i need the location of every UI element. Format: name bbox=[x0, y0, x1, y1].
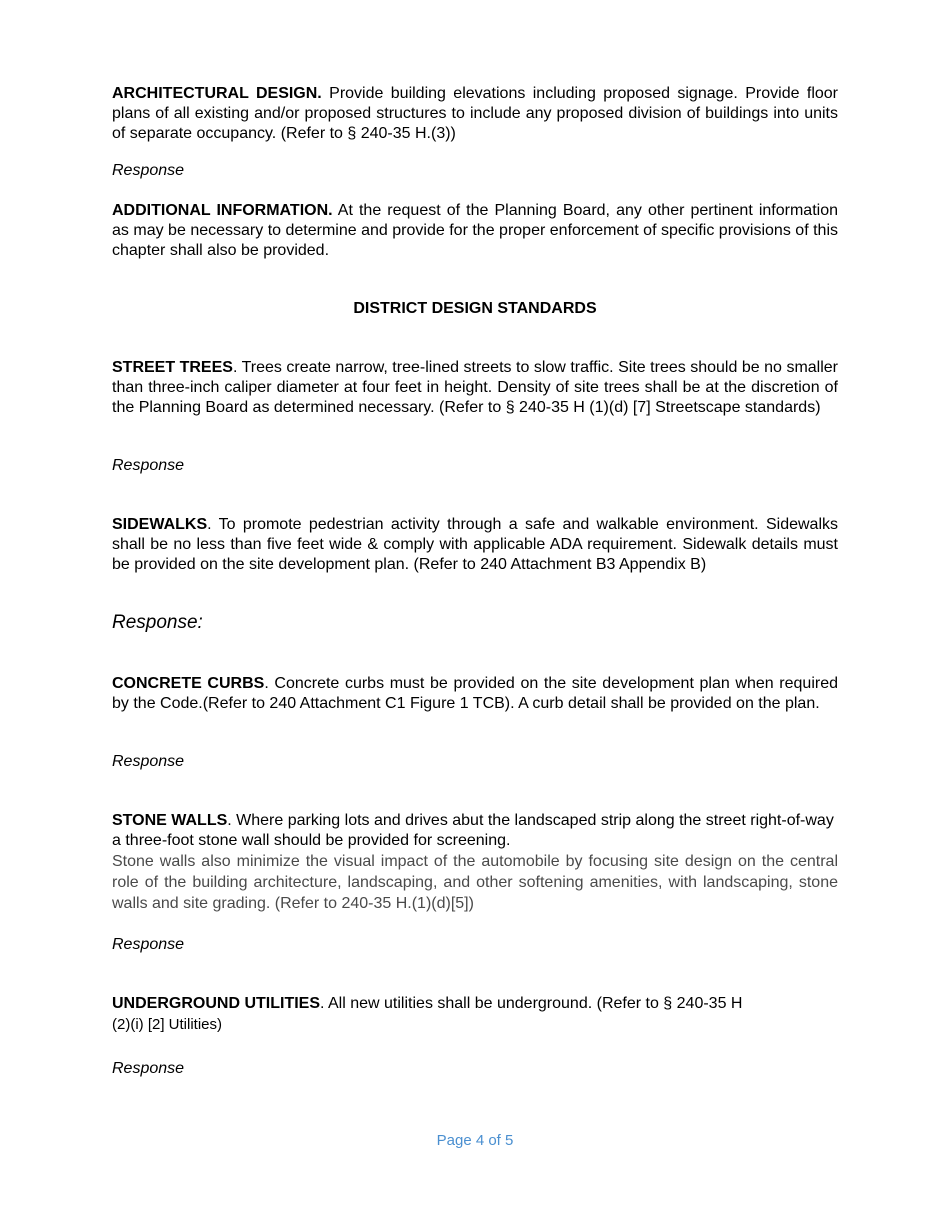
street-trees-paragraph bbox=[112, 358, 838, 418]
architectural-design-response: Response bbox=[112, 162, 185, 179]
architectural-design-body: Provide building elevations including proposed signage. Provide floor plans of all existing and/or proposed structures to include any proposed division of buildings into units of separate occupancy. (Refer to § 240-35 H.(3)) bbox=[112, 85, 838, 142]
stone-walls-title: STONE WALLS bbox=[112, 812, 228, 829]
underground-utilities-body-continued: (2)(i) [2] Utilities) bbox=[112, 1016, 223, 1033]
sidewalks-response: Response: bbox=[112, 612, 203, 633]
street-trees-response: Response bbox=[112, 457, 185, 474]
street-trees-body: . Trees create narrow, tree-lined streets to slow traffic. Site trees should be no smaller than three-inch caliper diameter at four feet in height. Density of site trees shall be at the discretion of the Planning Board as determined necessary. (Refer to § 240-35 H (1)(d) [7] Streetscape standards) bbox=[112, 359, 839, 416]
concrete-curbs-paragraph bbox=[112, 674, 838, 714]
underground-utilities-body: . All new utilities shall be underground. (Refer to § 240-35 H bbox=[320, 995, 743, 1012]
additional-information-title: ADDITIONAL INFORMATION. bbox=[112, 202, 333, 219]
architectural-design-paragraph bbox=[112, 84, 838, 144]
concrete-curbs-title: CONCRETE CURBS bbox=[112, 675, 265, 692]
concrete-curbs-response: Response bbox=[112, 753, 185, 770]
underground-utilities-title: UNDERGROUND UTILITIES bbox=[112, 995, 320, 1012]
district-design-standards-heading: DISTRICT DESIGN STANDARDS bbox=[353, 300, 597, 317]
underground-utilities-paragraph bbox=[112, 994, 838, 1014]
architectural-design-title: ARCHITECTURAL DESIGN. bbox=[112, 85, 322, 102]
additional-information-body: At the request of the Planning Board, any other pertinent information as may be necessary to determine and provide for the proper enforcement of specific provisions of this chapter shall also be provided. bbox=[112, 202, 839, 259]
concrete-curbs-body: . Concrete curbs must be provided on the site development plan when required by the Code.(Refer to 240 Attachment C1 Figure 1 TCB). A curb detail shall be provided on the plan. bbox=[112, 675, 838, 712]
stone-walls-body: . Where parking lots and drives abut the landscaped strip along the street right-of-way a three-foot stone wall should be provided for screening. bbox=[112, 812, 834, 849]
stone-walls-response: Response bbox=[112, 936, 185, 953]
sidewalks-body: . To promote pedestrian activity through a safe and walkable environment. Sidewalks shall be no less than five feet wide & comply with applicable ADA requirement. Sidewalk details must be provided on the site development plan. (Refer to 240 Attachment B3 Appendix B) bbox=[112, 516, 838, 573]
sidewalks-title: SIDEWALKS bbox=[112, 516, 208, 533]
page-number-footer: Page 4 of 5 bbox=[436, 1132, 514, 1149]
sidewalks-paragraph bbox=[112, 515, 838, 575]
stone-walls-paragraph bbox=[112, 811, 838, 914]
additional-information-paragraph bbox=[112, 201, 838, 261]
street-trees-title: STREET TREES bbox=[112, 359, 233, 376]
stone-walls-body-continued: Stone walls also minimize the visual impact of the automobile by focusing site design on the central role of the building architecture, landscaping, and other softening amenities, with landscaping, stone walls and site grading. (Refer to 240-35 H.(1)(d)[5]) bbox=[112, 853, 838, 912]
underground-utilities-response: Response bbox=[112, 1060, 185, 1077]
